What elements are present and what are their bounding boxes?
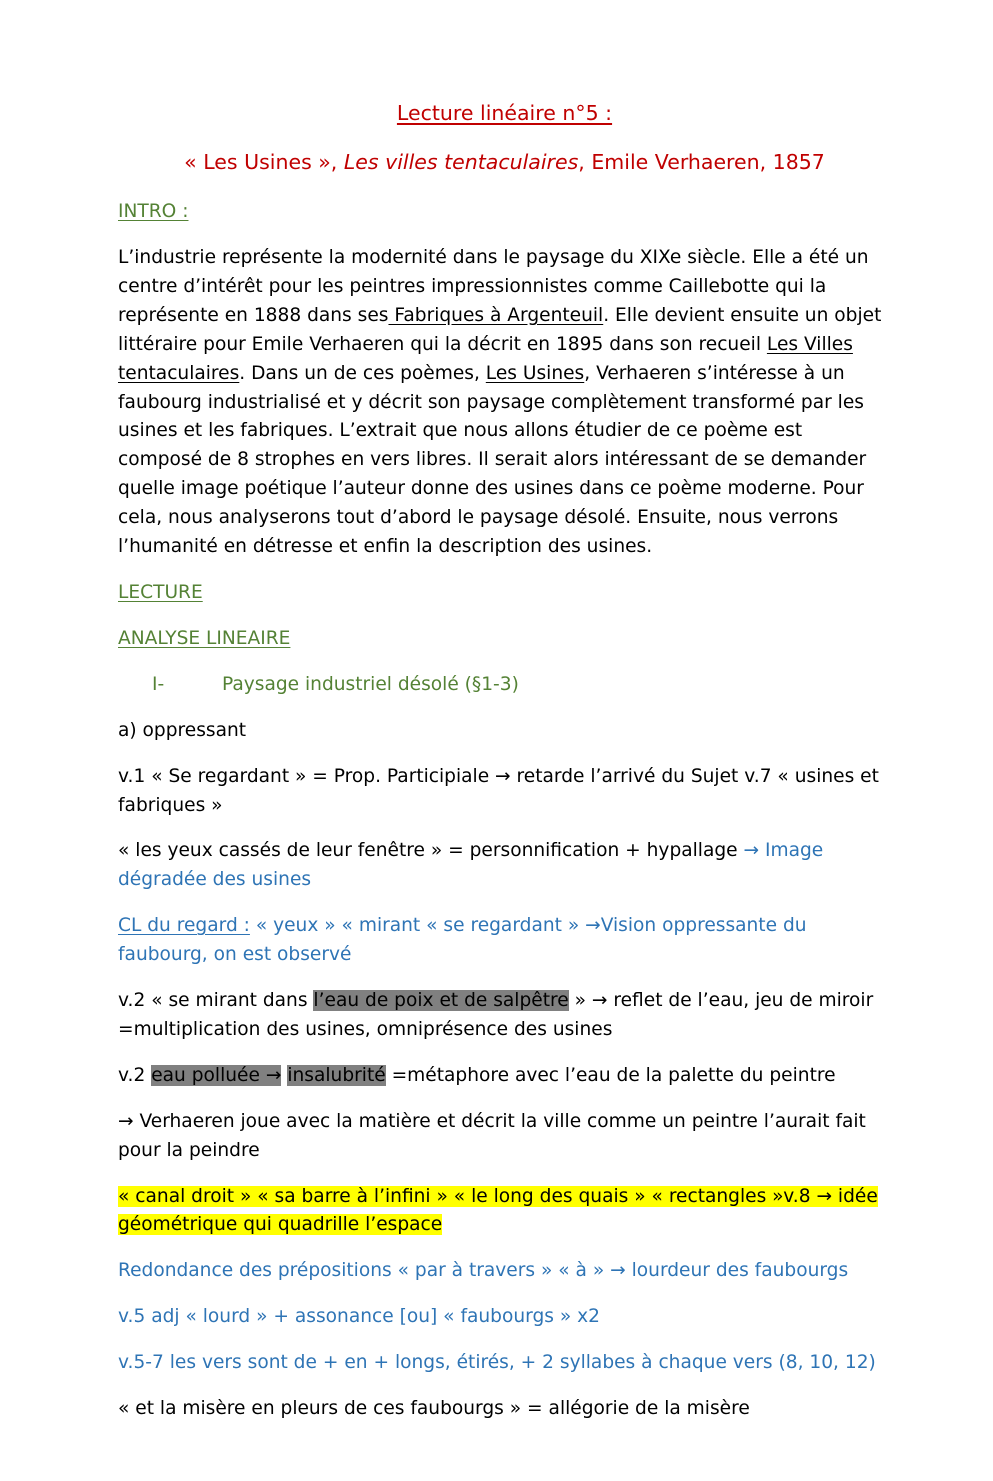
- intro-paragraph: [118, 244, 891, 562]
- analysis-redondance-text: Redondance des prépositions « par à travers » « à » → lourdeur des faubourgs: [118, 1260, 849, 1282]
- analysis-v2b-grey-highlight-2: insalubrité: [287, 1064, 386, 1086]
- analysis-v2b-pre: v.2: [118, 1064, 152, 1086]
- analysis-v2b-grey-highlight-1: eau polluée →: [151, 1064, 282, 1086]
- analysis-canal-yellow-4: rectangles »v.8 → idée géométrique qui quadrille l’espace: [118, 1185, 878, 1236]
- subsection-a-oppressant: a) oppressant: [118, 719, 247, 741]
- intro-run-5: . Dans un de ces poèmes,: [239, 362, 486, 384]
- analysis-line-cl-du-regard: [118, 912, 891, 970]
- analysis-v2a-post: » → reflet de l’eau, jeu de miroir =multiplication des usines, omniprésence des usines: [118, 990, 874, 1040]
- analysis-cl-body: « yeux » « mirant « se regardant » →Vision oppressante du faubourg, on est observé: [118, 915, 807, 966]
- analysis-yeux-black-run: « les yeux cassés de leur fenêtre » = personnification + hypallage: [118, 840, 744, 862]
- analysis-line-verhaeren-matiere: → Verhaeren joue avec la matière et décrit la ville comme un peintre l’aurait fait pour la peindre: [118, 1110, 866, 1161]
- intro-work-fabriques: Fabriques à Argenteuil: [388, 304, 604, 326]
- intro-run-3: . Elle devient ensuite un objet littéraire pour Emile Verhaeren qui la décrit en 1895 dans son recueil: [118, 304, 882, 355]
- analysis-v2b-post: =métaphore avec l’eau de la palette du peintre: [385, 1064, 836, 1086]
- subtitle-part-before: « Les Usines »,: [184, 150, 344, 175]
- analysis-line-redondance: [118, 1257, 891, 1286]
- analysis-yeux-blue-run: → Image dégradée des usines: [118, 840, 824, 891]
- analysis-canal-yellow-3: » « le long des quais » «: [430, 1185, 669, 1207]
- analysis-line-v2-miroir: [118, 987, 891, 1045]
- section-heading-title: Paysage industriel désolé (§1-3): [222, 673, 519, 695]
- analysis-canal-yellow-1: « canal droit » «: [118, 1185, 275, 1207]
- analysis-v2a-grey-highlight: l’eau de poix et de salpêtre: [313, 990, 569, 1012]
- analyse-lineaire-label-text: ANALYSE LINEAIRE: [118, 627, 291, 649]
- intro-work-villes-tentaculaires: Les Villes tentaculaires: [118, 333, 853, 384]
- section-numeral: I-: [152, 673, 165, 695]
- intro-label: [118, 198, 891, 227]
- analysis-line-v2-insalubrite: [118, 1062, 891, 1091]
- analysis-v2a-pre: v.2 « se mirant dans: [118, 990, 314, 1012]
- intro-run-1: L’industrie représente la modernité dans le paysage du XIXe siècle. Elle a été un centre d’intérêt pour les peintres impressionnistes comme Caillebotte qui la représente en 1888 dans ses: [118, 247, 869, 326]
- subtitle-part-after: , Emile Verhaeren, 1857: [578, 150, 825, 175]
- intro-label-text: INTRO :: [118, 201, 189, 223]
- analysis-line-canal-droit: [118, 1183, 891, 1241]
- analysis-cl-label: CL du regard :: [118, 915, 250, 937]
- analyse-lineaire-label: [118, 625, 891, 654]
- analysis-line-misere: « et la misère en pleurs de ces faubourgs » = allégorie de la misère: [118, 1398, 750, 1420]
- analysis-line-v57-vers: [118, 1349, 891, 1378]
- analysis-line-v1: v.1 « Se regardant » = Prop. Participiale → retarde l’arrivé du Sujet v.7 « usines et fabriques »: [118, 765, 879, 816]
- analysis-v5-text: v.5 adj « lourd » + assonance [ou] « faubourgs » x2: [118, 1306, 600, 1328]
- intro-work-les-usines: Les Usines: [485, 362, 585, 384]
- analysis-v57-text: v.5-7 les vers sont de + en + longs, étirés, + 2 syllabes à chaque vers (8, 10, 12): [118, 1352, 876, 1374]
- analysis-canal-yellow-2: sa barre à l’infini: [274, 1185, 431, 1207]
- lecture-label: [118, 579, 891, 608]
- intro-run-7: , Verhaeren s’intéresse à un faubourg industrialisé et y décrit son paysage complètement transformé par les usines et les fabriques. L’extrait que nous allons étudier de ce poème est composé de 8 strophes en vers libres. Il serait alors intéressant de se demander quelle image poétique l’auteur donne des usines dans ce poème moderne. Pour cela, nous analyserons tout d’abord le paysage désolé. Ensuite, nous verrons l’humanité en détresse et enfin la description des usines.: [118, 362, 867, 558]
- section-heading-i: [118, 671, 891, 700]
- document-subtitle: [118, 149, 891, 176]
- subtitle-work-title: Les villes tentaculaires: [343, 150, 579, 175]
- analysis-line-v5-assonance: [118, 1303, 891, 1332]
- analysis-line-yeux-casses: [118, 837, 891, 895]
- document-title: Lecture linéaire n°5 :: [396, 101, 613, 125]
- lecture-label-text: LECTURE: [118, 581, 203, 603]
